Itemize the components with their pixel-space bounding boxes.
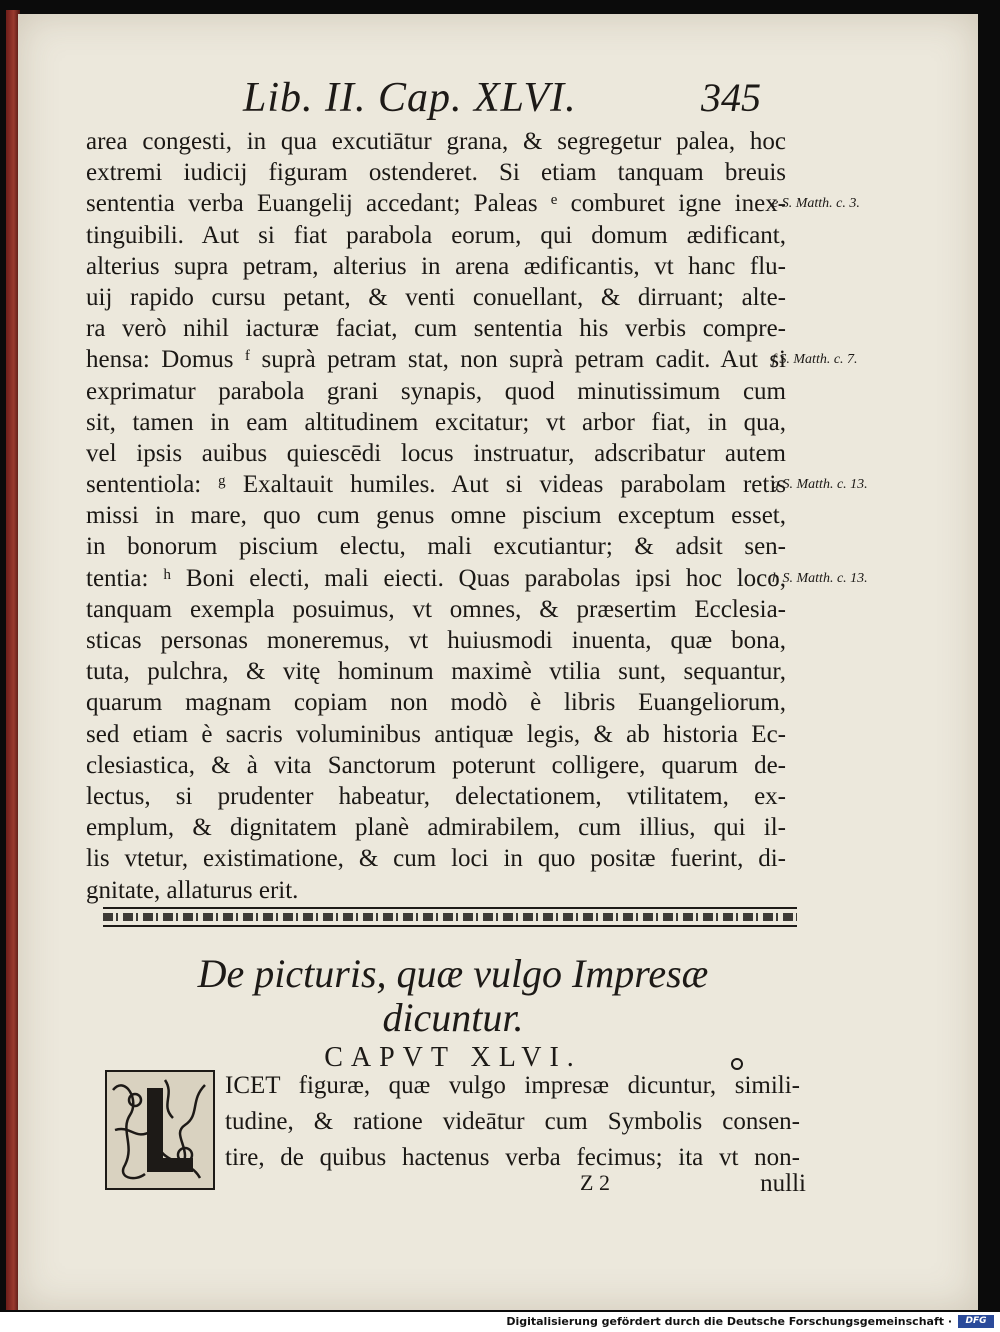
page-foot [106, 1170, 806, 1204]
running-title: Lib. II. Cap. XLVI. [243, 75, 577, 121]
text-line: sit, tamen in eam altitudinem excitatur; vt arbor fiat, in qua, [86, 408, 786, 436]
text-line: alterius supra petram, alterius in arena ædificantis, vt hanc flu- [86, 252, 786, 280]
text-line: tanquam exempla posuimus, vt omnes, & præsertim Ecclesia- [86, 595, 786, 623]
text-line: sed etiam è sacris voluminibus antiquæ legis, & ab historia Ec- [86, 720, 786, 748]
book-page [18, 14, 978, 1310]
text-line: tinguibili. Aut si fiat parabola eorum, qui domum ædificant, [86, 221, 786, 249]
text-line: sententiola: ᵍ Exaltauit humiles. Aut si videas parabolam retis [86, 471, 786, 499]
text-line: missi in mare, quo cum genus omne piscium exceptum esset, [86, 502, 786, 530]
chapter-text-line: tudine, & ratione videātur cum Symbolis consen- [225, 1108, 800, 1135]
text-line: lectus, si prudenter habeatur, delectationem, vtilitatem, ex- [86, 782, 786, 810]
text-line: lis vtetur, existimatione, & cum loci in quo positæ fuerint, di- [86, 845, 786, 873]
section-heading-line-2: dicuntur. [382, 995, 524, 1040]
text-line: ra verò nihil iacturæ faciat, cum sententia his verbis compre- [86, 315, 786, 343]
body-text [86, 126, 786, 906]
funding-credit: Digitalisierung gefördert durch die Deutsche Forschungsgemeinschaft · [506, 1315, 952, 1328]
chapter-text [225, 1068, 800, 1176]
ornamental-rule [103, 907, 797, 929]
chapter-text-line: ICET figuræ, quæ vulgo impresæ dicuntur, simili- [225, 1072, 800, 1099]
footer-bar [0, 1312, 1000, 1332]
section-heading-line-1: De picturis, quæ vulgo Impresæ [197, 951, 709, 996]
margin-note: f S. Matth. c. 7. [772, 352, 858, 368]
text-line: emplum, & dignitatem planè admirabilem, cum illius, qui il- [86, 814, 786, 842]
chapter-text-line: tire, de quibus hactenus verba fecimus; ita vt non- [225, 1144, 800, 1171]
text-line: in bonorum piscium electu, mali excutiantur; & adsit sen- [86, 533, 786, 561]
text-line: gnitate, allaturus erit. [86, 876, 299, 904]
text-line: vel ipsis auibus quiescēdi locus instruatur, adscribatur autem [86, 439, 786, 467]
page-number: 345 [701, 75, 761, 120]
margin-note: g S. Matth. c. 13. [772, 477, 868, 493]
text-line: sticas personas moneremus, vt huiusmodi inuenta, quæ bona, [86, 627, 786, 654]
text-line: exprimatur parabola grani synapis, quod minutissimum cum [86, 377, 786, 405]
dfg-logo: DFG [958, 1315, 994, 1328]
signature-mark: Z 2 [580, 1170, 610, 1195]
text-line: hensa: Domus ᶠ suprà petram stat, non suprà petram cadit. Aut si [86, 346, 786, 374]
margin-note: e S. Matth. c. 3. [772, 196, 860, 212]
text-line: tuta, pulchra, & vitę hominum maximè vtilia sunt, sequantur, [86, 658, 786, 686]
text-line: sententia verba Euangelij accedant; Paleas ᵉ comburet igne inex- [86, 190, 786, 218]
catchword: nulli [760, 1170, 806, 1197]
chapter-title: CAPVT XLVI. [324, 1042, 582, 1073]
text-line: extremi iudicij figuram ostenderet. Si etiam tanquam breuis [86, 159, 786, 187]
text-line: uij rapido cursu petant, & venti conuellant, & dirruant; alte- [86, 283, 786, 311]
text-line: quarum magnam copiam non modò è libris Euangeliorum, [86, 689, 786, 717]
margin-note: h S. Matth. c. 13. [772, 570, 868, 586]
page-header [18, 74, 978, 124]
text-line: clesiastica, & à vita Sanctorum poterunt colligere, quarum de- [86, 751, 786, 779]
text-line: tentia: ʰ Boni electi, mali eiecti. Quas parabolas ipsi hoc loco, [86, 564, 786, 592]
text-line: area congesti, in qua excutiātur grana, & segregetur palea, hoc [86, 128, 786, 155]
